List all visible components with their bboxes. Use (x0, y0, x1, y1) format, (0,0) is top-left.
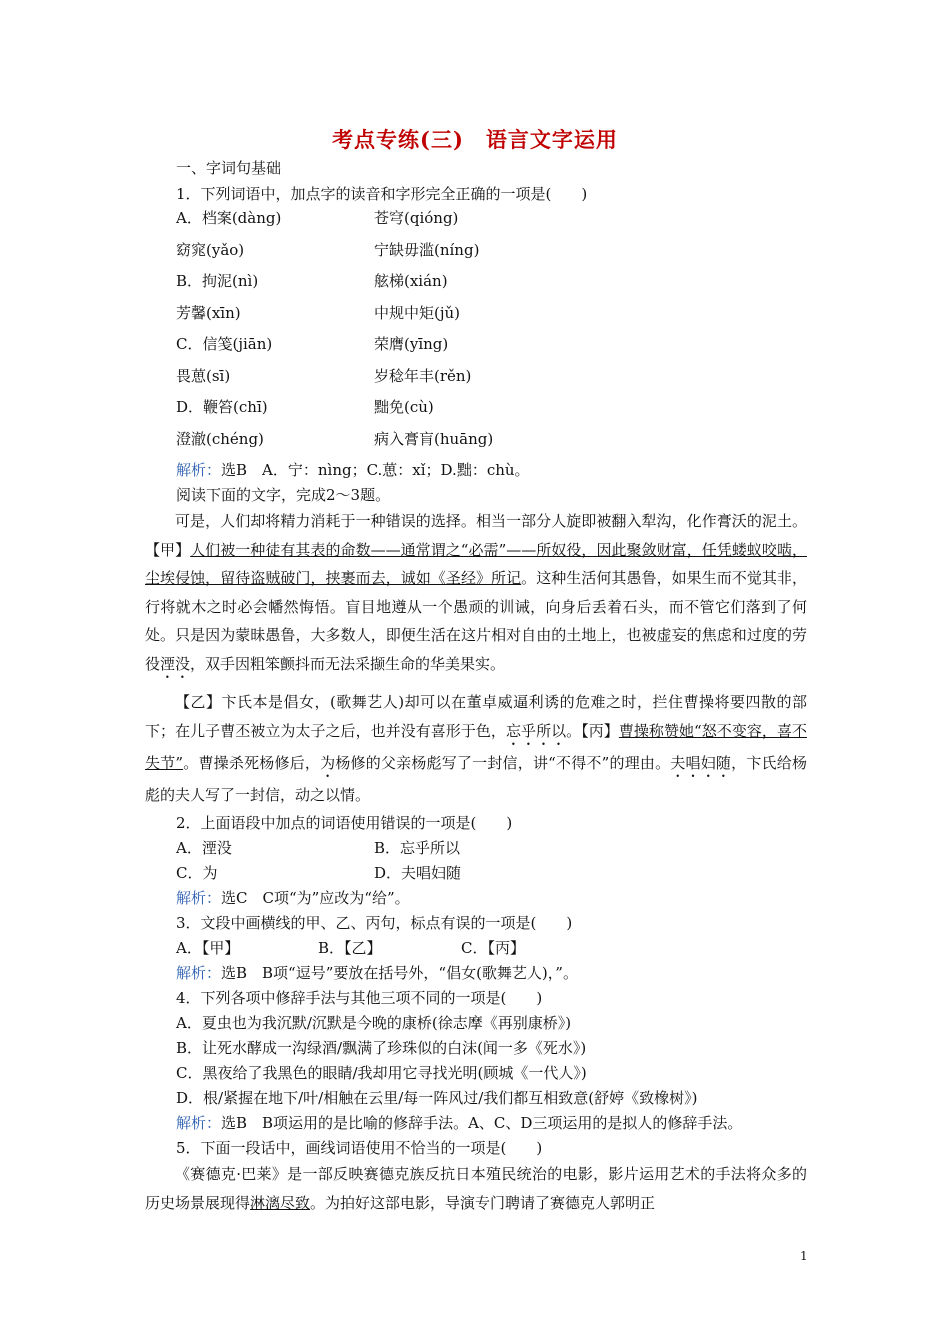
q3-stem: 3．文段中画横线的甲、乙、丙句，标点有误的一项是( ) (176, 914, 573, 932)
q1-option: 岁稔年丰(rěn) (374, 367, 472, 385)
q1-stem: 1．下列词语中，加点字的读音和字形完全正确的一项是( ) (176, 185, 588, 203)
q1-option: 舷梯(xián) (374, 272, 448, 290)
passage-text: ，双手因粗笨颤抖而无法采撷生命的华美果实。 (190, 654, 506, 673)
q1-option: D．鞭笞(chī) (176, 398, 268, 416)
q1-option: 畏葸(sī) (176, 367, 231, 385)
dotted-word: 夫唱妇随 (670, 753, 732, 772)
q3-option-a: A．【甲】 (176, 939, 240, 957)
q1-option: 黜免(cù) (374, 398, 434, 416)
q3-option-b: B．【乙】 (318, 939, 382, 957)
underlined-sentence-jia: 人们被一种徒有其表的命数——通常谓之“必需”——所奴役，因此聚敛财富，任凭蝼蚁咬啮，尘埃侵蚀，留待盗贼破门，挟裹而去，诚如《圣经》所记 (145, 540, 807, 587)
q3-option-c: C．【丙】 (461, 939, 525, 957)
q1-option: 宁缺毋滥(níng) (374, 241, 480, 259)
q1-option: 澄澈(chéng) (176, 430, 264, 448)
answer-label: 解析： (176, 461, 222, 479)
passage-text: 可是，人们却将精力消耗于一种错误的选择。相当一部分人旋即被翻入犁沟，化作膏沃的泥土。【甲】 (145, 512, 807, 559)
q2-option-b: B．忘乎所以 (374, 839, 461, 857)
passage-text: 杨修的父亲杨彪写了一封信，讲“不得不”的理由。 (335, 753, 671, 772)
q4-option-b: B．让死水酵成一沟绿酒/飘满了珍珠似的白沫(闻一多《死水》) (176, 1039, 587, 1057)
passage-text: 。【丙】 (566, 721, 619, 740)
underlined-sentence-bing: 曹操称赞她“怒不变容，喜不失节” (145, 721, 807, 772)
dotted-word: 湮没 (160, 654, 191, 673)
q2-answer (176, 888, 410, 908)
q4-option-a: A．夏虫也为我沉默/沉默是今晚的康桥(徐志摩《再别康桥》) (176, 1014, 572, 1032)
answer-text: 选C C项“为”应改为“给”。 (221, 889, 410, 907)
q5-stem: 5．下面一段话中，画线词语使用不恰当的一项是( ) (176, 1139, 543, 1157)
q1-option: 窈窕(yǎo) (176, 241, 245, 259)
answer-label: 解析： (176, 889, 222, 907)
passage-text: 《赛德克·巴莱》是一部反映赛德克族反抗日本殖民统治的电影，影片运用艺术的手法将众多的历史场景展现得 (145, 1165, 807, 1212)
q1-option: 病入膏肓(huāng) (374, 430, 494, 448)
passage-text: 。曹操杀死杨修后， (183, 753, 321, 772)
q1-option: 荣膺(yīng) (374, 335, 449, 353)
q1-option: 中规中矩(jǔ) (374, 304, 461, 322)
q4-answer (176, 1113, 742, 1133)
passage-text: ，卞氏给杨彪的夫人写了一封信，动之以情。 (145, 753, 807, 804)
passage-text: 【乙】卞氏本是倡女，(歌舞艺人)却可以在董卓威逼利诱的危难之时，拦住曹操将要四散的部下；在儿子曹丕被立为太子之后，也并没有喜形于色， (145, 693, 807, 740)
passage-text: 。这种生活何其愚鲁，如果生而不觉其非，行将就木之时必会幡然悔悟。盲目地遵从一个愚顽的训诫，向身后丢着石头，而不管它们落到了何处。只是因为蒙昧愚鲁，大多数人，即便生活在这片相对自由的土地上，也被虚妄的焦虑和过度的劳役 (145, 569, 807, 673)
dotted-word: 为 (320, 753, 336, 772)
q4-stem: 4．下列各项中修辞手法与其他三项不同的一项是( ) (176, 989, 543, 1007)
q2-stem: 2．上面语段中加点的词语使用错误的一项是( ) (176, 814, 513, 832)
q4-option-d: D．根/紧握在地下/叶/相触在云里/每一阵风过/我们都互相致意(舒婷《致橡树》) (176, 1089, 698, 1107)
q4-option-c: C．黑夜给了我黑色的眼睛/我却用它寻找光明(顾城《一代人》) (176, 1064, 587, 1082)
answer-text: 选B A．宁：nìng；C.葸：xǐ；D.黜：chù。 (221, 461, 530, 479)
q5-passage (145, 1160, 807, 1217)
page-number: 1 (800, 1249, 808, 1263)
passage-paragraph (145, 507, 807, 682)
section-heading: 一、字词句基础 (176, 159, 282, 177)
answer-text: 选B B项运用的是比喻的修辞手法。A、C、D三项运用的是拟人的修辞手法。 (221, 1114, 743, 1132)
q1-option: B．拘泥(nì) (176, 272, 259, 290)
q1-option: 苍穹(qióng) (374, 209, 459, 227)
q2-option-d: D．夫唱妇随 (374, 864, 462, 882)
answer-text: 选B B项“逗号”要放在括号外，“倡女(歌舞艺人)，”。 (221, 964, 578, 982)
q3-answer (176, 963, 578, 983)
q1-option: A．档案(dàng) (176, 209, 282, 227)
passage-paragraph (145, 688, 807, 809)
page-title: 考点专练(三) 语言文字运用 (332, 127, 618, 152)
q2-option-c: C．为 (176, 864, 218, 882)
passage-text: 。为拍好这部电影，导演专门聘请了赛德克人郭明正 (310, 1193, 656, 1212)
reading-intro: 阅读下面的文字，完成2～3题。 (176, 486, 391, 504)
q1-option: 芳馨(xīn) (176, 304, 241, 322)
q2-option-a: A．湮没 (176, 839, 232, 857)
underlined-word: 淋漓尽致 (250, 1193, 311, 1212)
q1-answer (176, 460, 530, 480)
answer-label: 解析： (176, 964, 222, 982)
dotted-word: 忘乎所以 (505, 721, 567, 740)
q1-option: C．信笺(jiān) (176, 335, 273, 353)
answer-label: 解析： (176, 1114, 222, 1132)
